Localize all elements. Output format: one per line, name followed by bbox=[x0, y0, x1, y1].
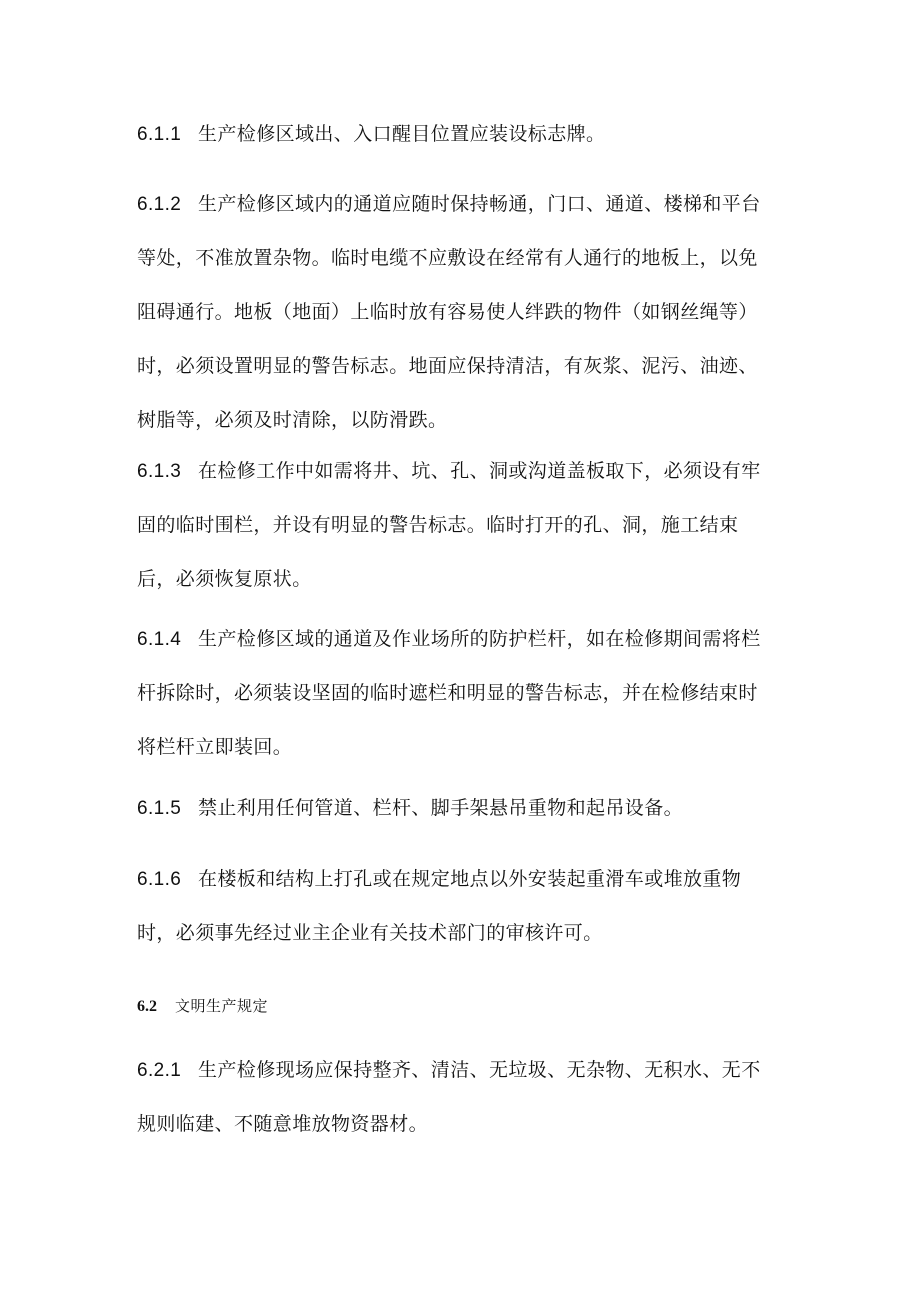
paragraph-line: 杆拆除时，必须装设坚固的临时遮栏和明显的警告标志，并在检修结束时 bbox=[137, 682, 758, 704]
paragraph-text: 生产检修现场应保持整齐、清洁、无垃圾、无杂物、无积水、无不 bbox=[198, 1059, 761, 1081]
clause-number: 6.2.1 bbox=[137, 1060, 182, 1081]
paragraph-line bbox=[137, 107, 797, 161]
clause-number: 6.1.6 bbox=[137, 869, 182, 890]
paragraph-text: 生产检修区域内的通道应随时保持畅通，门口、通道、楼梯和平台 bbox=[198, 193, 761, 215]
paragraph-text: 生产检修区域的通道及作业场所的防护栏杆，如在检修期间需将栏 bbox=[198, 628, 761, 650]
clause-6-2-1 bbox=[137, 1043, 797, 1151]
paragraph-line bbox=[137, 1043, 797, 1097]
clause-6-1-5 bbox=[137, 781, 797, 835]
paragraph-line bbox=[137, 781, 797, 835]
paragraph-line: 阻碍通行。地板（地面）上临时放有容易使人绊跌的物件（如钢丝绳等） bbox=[137, 301, 758, 323]
paragraph-line: 将栏杆立即装回。 bbox=[137, 736, 293, 758]
paragraph-text: 生产检修区域出、入口醒目位置应装设标志牌。 bbox=[198, 123, 606, 145]
paragraph-line: 规则临建、不随意堆放物资器材。 bbox=[137, 1113, 429, 1135]
paragraph-line: 等处，不准放置杂物。临时电缆不应敷设在经常有人通行的地板上，以免 bbox=[137, 247, 758, 269]
clause-6-1-2 bbox=[137, 177, 797, 447]
section-number: 6.2 bbox=[137, 998, 157, 1015]
paragraph-line bbox=[137, 444, 797, 498]
clause-6-1-1 bbox=[137, 107, 797, 161]
paragraph-line: 后，必须恢复原状。 bbox=[137, 568, 312, 590]
clause-6-1-4 bbox=[137, 612, 797, 774]
paragraph-line: 时，必须设置明显的警告标志。地面应保持清洁，有灰浆、泥污、油迹、 bbox=[137, 355, 758, 377]
clause-number: 6.1.3 bbox=[137, 461, 182, 482]
paragraph-line bbox=[137, 612, 797, 666]
clause-6-1-3 bbox=[137, 444, 797, 606]
clause-6-1-6 bbox=[137, 852, 797, 960]
clause-number: 6.1.2 bbox=[137, 194, 182, 215]
clause-number: 6.1.4 bbox=[137, 629, 182, 650]
section-heading-6-2 bbox=[137, 989, 268, 1023]
clause-number: 6.1.5 bbox=[137, 798, 182, 819]
section-title: 文明生产规定 bbox=[175, 997, 269, 1015]
paragraph-text: 在检修工作中如需将井、坑、孔、洞或沟道盖板取下，必须设有牢 bbox=[198, 460, 761, 482]
paragraph-line: 固的临时围栏，并设有明显的警告标志。临时打开的孔、洞，施工结束 bbox=[137, 514, 739, 536]
paragraph-text: 禁止利用任何管道、栏杆、脚手架悬吊重物和起吊设备。 bbox=[198, 797, 684, 819]
paragraph-text: 在楼板和结构上打孔或在规定地点以外安装起重滑车或堆放重物 bbox=[198, 868, 742, 890]
paragraph-line: 树脂等，必须及时清除，以防滑跌。 bbox=[137, 409, 448, 431]
paragraph-line: 时，必须事先经过业主企业有关技术部门的审核许可。 bbox=[137, 922, 603, 944]
clause-number: 6.1.1 bbox=[137, 124, 182, 145]
paragraph-line bbox=[137, 852, 797, 906]
paragraph-line bbox=[137, 177, 797, 231]
